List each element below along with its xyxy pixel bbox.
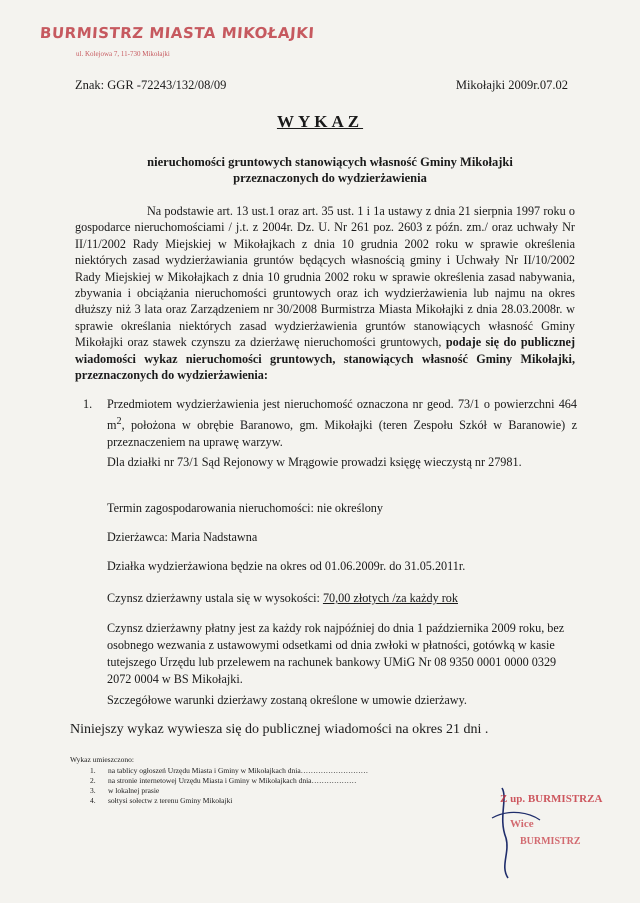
- posting-text: sołtysi sołectw z terenu Gminy Mikołajki: [108, 796, 233, 805]
- rent-value: 70,00 złotych /za każdy rok: [322, 591, 458, 605]
- posting-text: na tablicy ogłoszeń Urzędu Miasta i Gminy w Mikołajkach dnia………………………: [108, 766, 369, 775]
- posting-text: w lokalnej prasie: [108, 786, 160, 795]
- posting-number: 2.: [90, 776, 96, 785]
- posting-number: 1.: [90, 766, 96, 775]
- item-text-a: Przedmiotem wydzierżawienia jest nieruchomość oznaczona nr geod. 73/1 o powierzchni 464 m: [107, 397, 577, 433]
- lease-terms: Szczegółowe warunki dzierżawy zostaną określone w umowie dzierżawy.: [107, 693, 467, 707]
- office-stamp-line2: ul. Kolejowa 7, 11-730 Mikołajki: [76, 50, 170, 58]
- posting-text: na stronie internetowej Urzędu Miasta i Gminy w Mikołajkach dnia………………: [108, 776, 357, 785]
- office-stamp: [36, 22, 316, 70]
- item-text-b: , położona w obrębie Baranowo, gm. Mikołajki (teren Zespołu Szkół w Baranowie) z przeznaczeniem na uprawę warzyw.: [107, 418, 577, 450]
- office-stamp-line1: BURMISTRZ MIASTA MIKOŁAJKI: [39, 24, 316, 42]
- item-sup: 2: [116, 416, 122, 427]
- signature-stamp: [480, 778, 620, 888]
- intro-bold-text: podaje się do publicznej wiadomości wykaz nieruchomości gruntowych, stanowiących własność Gminy Mikołajki, przeznaczonych do wydzierżawienia:: [75, 335, 576, 383]
- tenant: Dzierżawca: Maria Nadstawna: [107, 530, 258, 544]
- rent-label: Czynsz dzierżawny ustala się w wysokości:: [107, 591, 323, 605]
- payment-terms: Czynsz dzierżawny płatny jest za każdy rok najpóźniej do dnia 1 października 2009 roku, bez osobnego wezwania z ustawowymi odsetkami od dnia zwłoki w płatności, gotówką w kasie tutejszego Urzędu lub przelewem na rachunek bankowy UMiG Nr 08 9350 0001 0000 0329 2072 0004 w BS Mikołajki.: [107, 621, 565, 686]
- reference-number: Znak: GGR -72243/132/08/09: [75, 78, 227, 92]
- rent: [107, 590, 577, 607]
- document-title: WYKAZ: [276, 112, 364, 131]
- item-number: 1.: [83, 397, 93, 411]
- development-term: Termin zagospodarowania nieruchomości: nie określony: [107, 501, 383, 515]
- signature-stamp-line1: Z up. BURMISTRZA: [500, 793, 603, 805]
- intro-text: Na podstawie art. 13 ust.1 oraz art. 35 ust. 1 i 1a ustawy z dnia 21 sierpnia 1997 roku o gospodarce nieruchomościami / j.t. z 2004r. Dz. U. Nr 261 poz. 2603 z późn. zm./ oraz uchwały Nr II/11/2002 Rady Miejskiej w Mikołajkach z dnia 10 grudnia 2002 roku w sprawie określenia niektórych zasad wydzierżawiania gruntów będących własnością gminy i Uchwały Nr II/10/2002 Rady Miejskiej w Mikołajkach z dnia 10 grudnia 2002 roku w sprawie określenia zasad nabywania, zbywania i obciążania nieruchomości gruntowych oraz ich wydzierżawienia lub najmu na okres dłuższy niż 3 lata oraz Zarządzeniem nr 30/2008 Burmistrza Miasta Mikołajki z dnia 28.03.2008r. w sprawie określania niektórych zasad wydzierżawienia gruntów stanowiących własność Gminy Mikołajki oraz stawek czynszu za dzierżawę nieruchomości gruntowych,: [75, 204, 575, 350]
- document-subtitle: nieruchomości gruntowych stanowiących własność Gminy Mikołajki przeznaczonych do wydzierżawienia: [147, 155, 513, 185]
- intro-paragraph: [75, 203, 575, 383]
- signature-stamp-line2: Wice: [510, 818, 534, 830]
- posting-number: 3.: [90, 786, 96, 795]
- closing-statement: Niniejszy wykaz wywiesza się do publicznej wiadomości na okres 21 dni .: [70, 722, 489, 737]
- lease-period: Działka wydzierżawiona będzie na okres od 01.06.2009r. do 31.05.2011r.: [107, 559, 466, 573]
- item-description: [107, 396, 577, 451]
- posting-number: 4.: [90, 796, 96, 805]
- signature-stamp-line3: BURMISTRZ: [520, 836, 581, 847]
- posting-heading: Wykaz umieszczono:: [70, 755, 134, 764]
- land-register: Dla działki nr 73/1 Sąd Rejonowy w Mrągowie prowadzi księgę wieczystą nr 27981.: [107, 455, 522, 469]
- document-date: Mikołajki 2009r.07.02: [455, 78, 568, 92]
